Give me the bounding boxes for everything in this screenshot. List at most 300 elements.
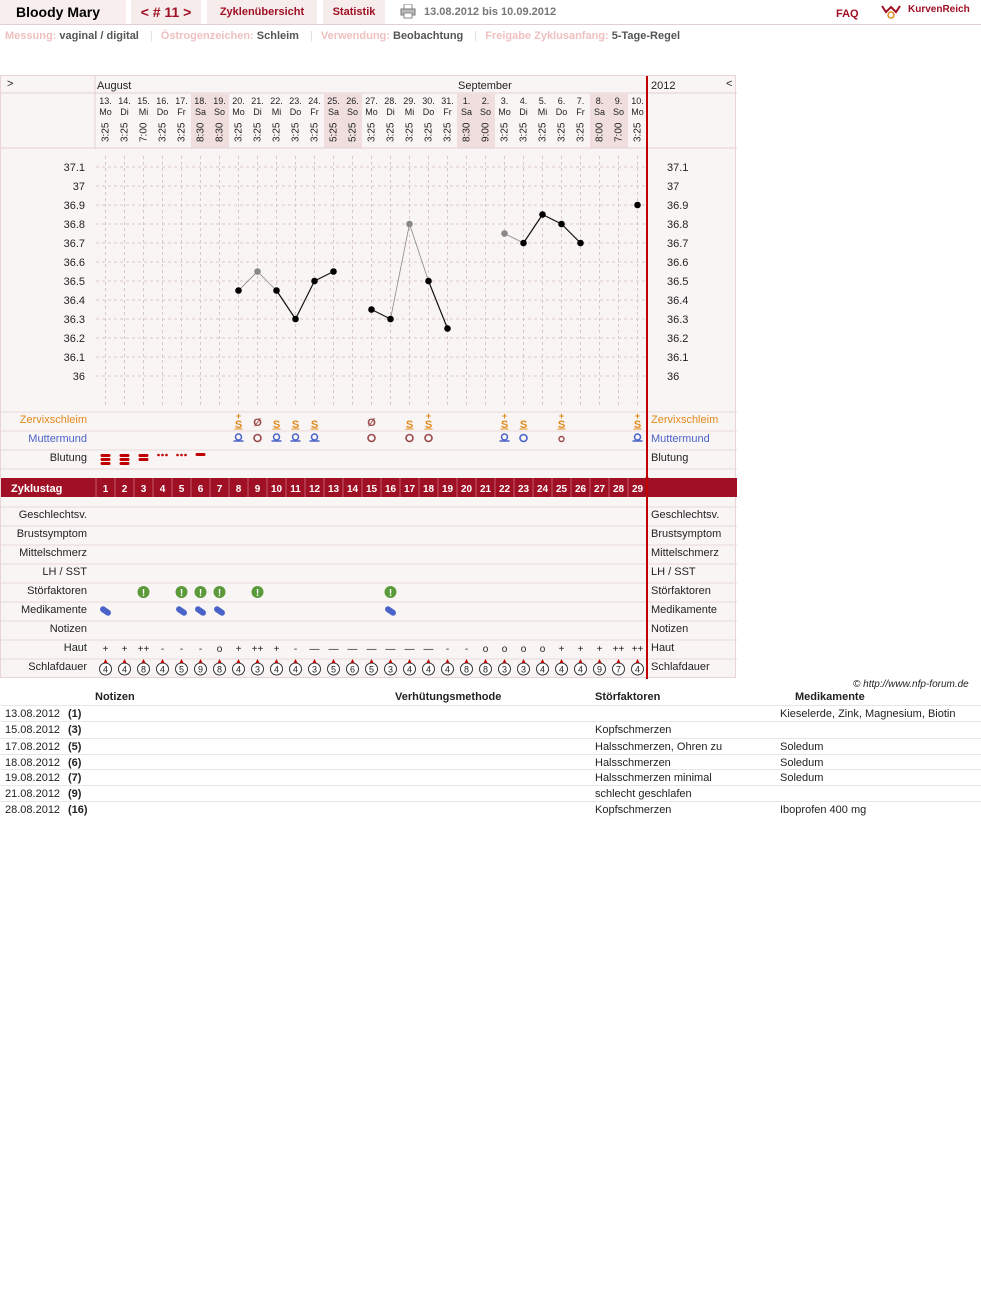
day-number: 17. [175,96,188,106]
cycle-chart [0,75,736,678]
mucus-mark: S [424,419,433,431]
temp-point [425,278,432,285]
weekday: Fr [443,107,452,117]
cycle-day-number: 14 [346,484,359,495]
tab-cycle-overview[interactable]: Zyklenübersicht [207,0,317,24]
row-label-notes-right: Notizen [651,623,689,635]
temp-point [235,287,242,294]
row-label-midpain: Mittelschmerz [19,547,87,559]
note-row [0,705,981,722]
temp-point [292,316,299,323]
mucus-mark: S [557,419,566,431]
row-label-midpain-right: Mittelschmerz [651,547,719,559]
weekday: Sa [460,107,473,117]
y-tick-label: 36 [72,371,85,383]
temp-point [368,306,375,313]
row-label-mucus: Zervixschleim [19,414,87,426]
header-contraception: Verhütungsmethode [395,691,502,703]
note-disturbance: schlecht geschlafen [595,788,692,800]
sleep-marker [370,659,374,663]
weekday: Do [289,107,302,117]
sleep-marker [427,659,431,663]
note-medication: Iboprofen 400 mg [780,804,867,816]
cycle-day-number: 8 [235,484,242,495]
medication-icon [213,605,226,617]
header-medication: Medikamente [795,691,865,703]
setting-label: Östrogenzeichen: [160,30,254,42]
sleep-value: 9 [197,664,204,675]
temp-point [577,240,584,247]
sleep-value: 8 [140,664,147,675]
sleep-marker [560,659,564,663]
year-label: 2012 [651,80,676,92]
measure-time: 3:25 [632,122,644,142]
mucus-mark: S [519,419,528,431]
row-label-lh-right: LH / SST [651,566,696,578]
day-number: 2. [481,96,490,106]
skin-value: — [385,644,396,655]
date-range: 13.08.2012 bis 10.09.2012 [424,6,557,18]
note-date: 21.08.2012 [5,788,61,800]
row-label-disturbance: Störfaktoren [27,585,87,597]
note-medication: Soledum [780,757,824,769]
weekday: Mi [537,107,548,117]
sleep-value: 4 [102,664,109,675]
note-cycle-day: (1) [68,708,82,720]
sleep-marker [199,659,203,663]
sleep-marker [218,659,222,663]
weekday: So [346,107,359,117]
skin-value: - [179,644,184,655]
sleep-marker [104,659,108,663]
sleep-marker [256,659,260,663]
sleep-value: 4 [273,664,280,675]
measure-time: 8:30 [461,122,473,142]
cycle-day-number: 15 [365,484,378,495]
row-label-medication: Medikamente [20,604,87,616]
day-number: 5. [538,96,547,106]
temp-point [520,240,527,247]
sleep-marker [161,659,165,663]
temp-line [391,224,410,319]
cycle-day-number: 6 [197,484,204,495]
measure-time: 3:25 [271,122,283,142]
weekday: So [213,107,226,117]
setting-label: Messung: [5,30,57,42]
measure-time: 3:25 [100,122,112,142]
skin-value: + [235,644,242,655]
y-tick-label-right: 36 [667,371,680,383]
day-number: 7. [576,96,585,106]
y-tick-label: 36.7 [63,238,85,250]
sleep-marker [123,659,127,663]
temp-point [330,268,337,275]
row-label-skin: Haut [63,642,87,654]
weekday: Sa [194,107,207,117]
y-tick-label: 36.4 [63,295,85,307]
skin-value: — [347,644,358,655]
day-number: 26. [346,96,359,106]
measure-time: 8:30 [195,122,207,142]
faq-link[interactable]: FAQ [836,8,859,20]
y-tick-label-right: 36.6 [667,257,689,269]
setting-value: Beobachtung [393,30,464,42]
day-number: 18. [194,96,207,106]
day-number: 8. [595,96,604,106]
weekday: Do [555,107,568,117]
setting-label: Verwendung: [320,30,390,42]
cycle-day-number: 18 [422,484,435,495]
bleeding-mark [176,454,179,457]
row-label-breast: Brustsymptom [16,528,87,540]
note-disturbance: Kopfschmerzen [595,804,672,816]
cycle-day-number: 5 [178,484,185,495]
mucus-mark: S [310,419,319,431]
sleep-marker [617,659,621,663]
sleep-value: 4 [235,664,242,675]
skin-value: ++ [251,644,264,655]
weekday: Mo [631,107,644,117]
note-row [0,785,981,802]
measure-time: 3:25 [575,122,587,142]
sleep-marker [180,659,184,663]
day-number: 4. [519,96,528,106]
weekday: So [479,107,492,117]
note-cycle-day: (3) [68,724,82,736]
temp-point [387,316,394,323]
cycle-day-number: 26 [574,484,587,495]
temp-line [410,224,429,281]
sleep-marker [389,659,393,663]
row-label-skin-right: Haut [651,642,675,654]
measure-time: 3:25 [366,122,378,142]
cervix-mark [254,435,261,442]
skin-value: - [445,644,450,655]
disturbance-icon-glyph: ! [198,588,203,599]
skin-value: - [464,644,469,655]
cycle-day-number: 12 [308,484,321,495]
day-number: 1. [462,96,471,106]
note-cycle-day: (6) [68,757,82,769]
cycle-day-number: 9 [254,484,261,495]
row-label-intercourse: Geschlechtsv. [18,509,87,521]
note-cycle-day: (7) [68,772,82,784]
y-tick-label-right: 37.1 [667,162,689,174]
row-label-bleeding: Blutung [49,452,87,464]
sleep-marker [465,659,469,663]
day-number: 6. [557,96,566,106]
sleep-value: 4 [159,664,166,675]
nav-next[interactable]: < [726,78,733,90]
temp-point [539,211,546,218]
mucus-mark: Ø [367,417,376,429]
sleep-marker [408,659,412,663]
cycle-day-number: 13 [327,484,340,495]
cervix-mark [520,435,527,442]
day-number: 25. [327,96,340,106]
note-row [0,721,981,738]
day-number: 27. [365,96,378,106]
cycle-day-number: 25 [555,484,568,495]
note-date: 18.08.2012 [5,757,61,769]
skin-value: — [404,644,415,655]
cycle-day-number: 28 [612,484,625,495]
cycle-day-number: 7 [216,484,223,495]
bleeding-mark [180,454,183,457]
measure-time: 3:25 [233,122,245,142]
sleep-value: 4 [539,664,546,675]
cycle-navigator[interactable]: < # 11 > [131,0,201,24]
y-tick-label: 36.5 [63,276,85,288]
skin-value: ++ [137,644,150,655]
temp-point [444,325,451,332]
skin-value: — [328,644,339,655]
temp-line [296,281,315,319]
y-tick-label-right: 37 [667,181,680,193]
sleep-value: 5 [330,664,337,675]
cervix-mark [293,434,299,440]
measure-time: 8:00 [594,122,606,142]
temp-point [634,202,641,209]
measure-time: 3:25 [556,122,568,142]
mucus-plus: + [235,411,242,421]
measure-time: 3:25 [537,122,549,142]
cycle-day-number: 27 [593,484,606,495]
sleep-marker [503,659,507,663]
measure-time: 7:00 [613,122,625,142]
cycle-day-number: 22 [498,484,511,495]
note-medication: Kieselerde, Zink, Magnesium, Biotin [780,708,956,720]
sleep-value: 4 [292,664,299,675]
disturbance-icon-glyph: ! [255,588,260,599]
temp-point [558,221,565,228]
bleeding-mark [165,454,168,457]
weekday: Fr [310,107,319,117]
header-disturbances: Störfaktoren [595,691,661,703]
user-name: Bloody Mary [0,0,126,24]
day-number: 29. [403,96,416,106]
day-number: 23. [289,96,302,106]
temp-line [429,281,448,329]
skin-value: o [216,644,223,655]
weekday: Mi [404,107,415,117]
skin-value: + [577,644,584,655]
temp-line [277,291,296,320]
sleep-value: 4 [444,664,451,675]
cycle-day-label: Zyklustag [11,483,63,495]
temp-point [254,268,261,275]
sleep-marker [313,659,317,663]
row-label-sleep: Schlafdauer [28,661,87,673]
note-date: 13.08.2012 [5,708,61,720]
skin-value: + [121,644,128,655]
cervix-mark [559,437,564,442]
cervix-mark [635,434,641,440]
y-tick-label-right: 36.8 [667,219,689,231]
measure-time: 5:25 [328,122,340,142]
y-tick-label: 36.8 [63,219,85,231]
sleep-value: 4 [577,664,584,675]
sleep-value: 8 [463,664,470,675]
note-disturbance: Kopfschmerzen [595,724,672,736]
bleeding-mark [184,454,187,457]
measure-time: 3:25 [252,122,264,142]
sleep-marker [636,659,640,663]
skin-value: + [273,644,280,655]
cervix-mark [368,435,375,442]
cycle-day-number: 11 [290,484,301,495]
note-row [0,769,981,786]
weekday: Do [156,107,169,117]
mucus-mark: S [272,419,281,431]
temperature-chart-svg [1,76,737,679]
kurvenreich-logo[interactable]: KurvenReich [908,4,970,15]
skin-value: ++ [631,644,644,655]
day-number: 30. [422,96,435,106]
weekday: Sa [327,107,340,117]
medication-icon [194,605,207,617]
y-tick-label-right: 36.2 [667,333,689,345]
weekday: Do [422,107,435,117]
y-tick-label-right: 36.9 [667,200,689,212]
skin-value: — [309,644,320,655]
day-number: 20. [232,96,245,106]
skin-value: — [366,644,377,655]
skin-value: o [501,644,508,655]
skin-value: + [596,644,603,655]
measure-time: 3:25 [290,122,302,142]
skin-value: + [558,644,565,655]
cycle-day-number: 20 [460,484,473,495]
mucus-mark: S [405,419,414,431]
weekday: Di [386,107,395,117]
note-disturbance: Halsschmerzen, Ohren zu [595,741,723,753]
cervix-mark [274,434,280,440]
weekday: Fr [576,107,585,117]
cycle-day-number: 10 [270,484,283,495]
bleeding-mark [196,453,206,456]
y-tick-label: 37 [72,181,85,193]
cycle-day-number: 4 [159,484,166,495]
sleep-marker [484,659,488,663]
cervix-mark [236,434,242,440]
disturbance-icon-glyph: ! [388,588,393,599]
cycle-day-number: 17 [403,484,416,495]
day-number: 15. [137,96,150,106]
bleeding-mark [161,454,164,457]
measure-time: 7:00 [138,122,150,142]
bleeding-mark [101,462,111,465]
note-disturbance: Halsschmerzen minimal [595,772,712,784]
cycle-day-number: 19 [441,484,454,495]
medication-icon [99,605,112,617]
printer-icon[interactable] [400,4,416,19]
note-date: 19.08.2012 [5,772,61,784]
cycle-day-number: 21 [479,484,492,495]
cycle-day-number: 24 [536,484,549,495]
note-row [0,738,981,755]
day-number: 14. [118,96,131,106]
y-tick-label: 37.1 [63,162,85,174]
bleeding-mark [139,458,149,461]
sleep-marker [294,659,298,663]
month-label: August [97,80,132,92]
skin-value: - [160,644,165,655]
mucus-plus: + [425,411,432,421]
disturbance-icon-glyph: ! [141,588,146,599]
y-tick-label: 36.2 [63,333,85,345]
cycle-day-number: 23 [517,484,530,495]
note-medication: Soledum [780,741,824,753]
row-label-cervix-right: Muttermund [651,433,710,445]
mucus-mark: S [291,419,300,431]
measure-time: 3:25 [119,122,131,142]
bleeding-mark [120,454,130,457]
kurvenreich-logo-icon [880,2,902,20]
row-label-cervix: Muttermund [28,433,87,445]
sleep-value: 7 [615,664,622,675]
skin-value: o [520,644,527,655]
copyright: © http://www.nfp-forum.de [853,679,969,690]
cervix-mark [406,435,413,442]
sleep-value: 6 [349,664,356,675]
weekday: Di [120,107,129,117]
temp-point [273,287,280,294]
y-tick-label: 36.9 [63,200,85,212]
setting-value: Schleim [256,30,299,42]
mucus-plus: + [558,411,565,421]
skin-value: + [102,644,109,655]
sleep-value: 3 [520,664,527,675]
setting-value: 5-Tage-Regel [611,30,681,42]
measure-time: 3:25 [499,122,511,142]
day-number: 10. [631,96,644,106]
nav-prev[interactable]: > [7,78,14,90]
weekday: So [612,107,625,117]
sleep-marker [541,659,545,663]
day-number: 31. [441,96,454,106]
measurement-settings: Messung: vaginal / digital | Östrogenzeichen: Schleim | Verwendung: Beobachtung | Freigabe Zyklusanfang: 5-Tage-Regel [5,30,681,42]
y-tick-label-right: 36.4 [667,295,689,307]
weekday: Mo [232,107,245,117]
sleep-value: 4 [558,664,565,675]
cervix-mark [312,434,318,440]
skin-value: — [423,644,434,655]
weekday: Fr [177,107,186,117]
measure-time: 5:25 [347,122,359,142]
row-label-disturbance-right: Störfaktoren [651,585,711,597]
row-label-bleeding-right: Blutung [651,452,689,464]
mucus-mark: S [500,419,509,431]
sleep-value: 4 [121,664,128,675]
sleep-value: 3 [387,664,394,675]
cycle-day-number: 2 [121,484,128,495]
medication-icon [384,605,397,617]
sleep-value: 4 [425,664,432,675]
measure-time: 3:25 [385,122,397,142]
sleep-marker [598,659,602,663]
bleeding-mark [120,462,130,465]
skin-value: o [539,644,546,655]
note-cycle-day: (5) [68,741,82,753]
tab-statistics[interactable]: Statistik [323,0,385,24]
sleep-value: 3 [254,664,261,675]
row-label-notes: Notizen [49,623,87,635]
measure-time: 3:25 [518,122,530,142]
y-tick-label: 36.3 [63,314,85,326]
day-number: 28. [384,96,397,106]
day-number: 16. [156,96,169,106]
